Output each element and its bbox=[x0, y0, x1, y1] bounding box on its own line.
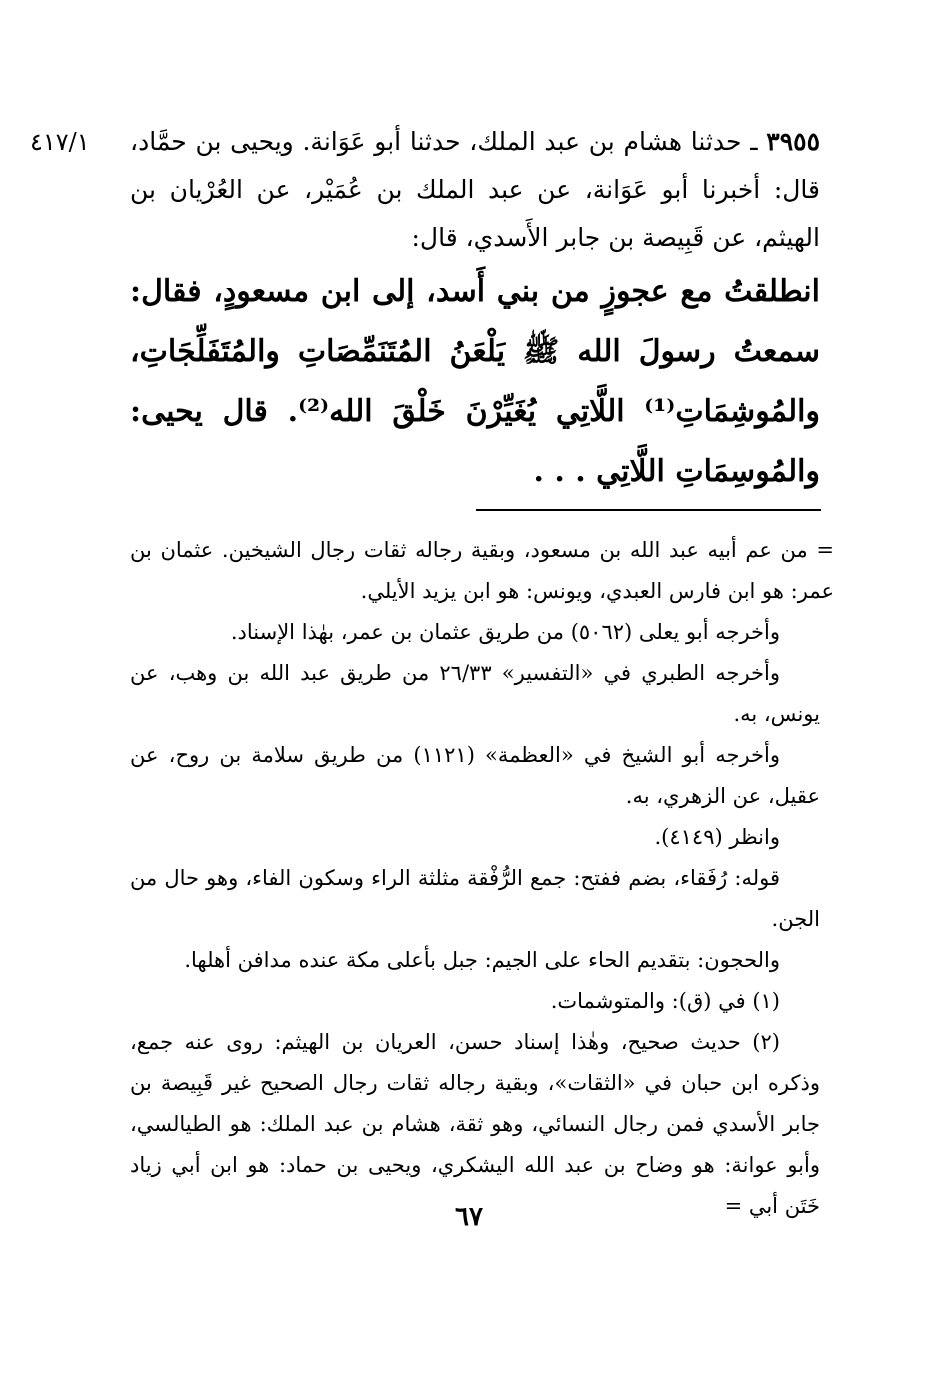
hadith-number: ٣٩٥٥ bbox=[766, 127, 820, 156]
footnote-paragraph: قوله: رُفَقاء، بضم ففتح: جمع الرُّفْقة مثلثة الراء وسكون الفاء، وهو حال من الجن. bbox=[130, 866, 820, 931]
hadith-isnad bbox=[130, 118, 820, 262]
footnote-2: (٢) حديث صحيح، وهٰذا إسناد حسن، العريان بن الهيثم: روى عنه جمع، وذكره ابن حبان في «الثقات»، وبقية رجاله ثقات رجال الصحيح غير قَبِيصة بن جابر الأسدي فمن رجال النسائي، وهو ثقة، هشام بن عبد الملك: هو الطيالسي، وأبو عوانة: هو وضاح بن عبد الله اليشكري، ويحيى بن حماد: هو ابن أبي زياد خَتَن أبي = bbox=[130, 1030, 820, 1218]
footnote-paragraph: وأخرجه الطبري في «التفسير» ٢٦/٣٣ من طريق عبد الله بن وهب، عن يونس، به. bbox=[130, 661, 820, 726]
footnote-paragraph: والحجون: بتقديم الحاء على الجيم: جبل بأعلى مكة عنده مدافن أهلها. bbox=[184, 948, 780, 972]
margin-reference: ٤١٧/١ bbox=[30, 128, 90, 156]
footnote-paragraph: = من عم أبيه عبد الله بن مسعود، وبقية رجاله ثقات رجال الشيخين. عثمان بن عمر: هو ابن فارس العبدي، ويونس: هو ابن يزيد الأيلي. bbox=[130, 538, 834, 603]
footnote-divider bbox=[476, 509, 821, 511]
isnad-text: ـ حدثنا هشام بن عبد الملك، حدثنا أبو عَوَانة. ويحيى بن حمَّاد، قال: أخبرنا أبو عَوَانة، عن عبد الملك بن عُمَيْر، عن العُرْيان بن الهيثم، عن قَبِيصة بن جابر الأَسدي، قال: bbox=[130, 127, 820, 252]
page-number: ٦٧ bbox=[455, 1202, 483, 1232]
footnotes bbox=[130, 530, 834, 1227]
footnote-paragraph: وانظر (٤١٤٩). bbox=[654, 825, 780, 849]
footnote-paragraph: وأخرجه أبو الشيخ في «العظمة» (١١٢١) من طريق سلامة بن روح، عن عقيل، عن الزهري، به. bbox=[130, 743, 820, 808]
footnote-paragraph: وأخرجه أبو يعلى (٥٠٦٢) من طريق عثمان بن عمر، بهٰذا الإسناد. bbox=[230, 620, 780, 644]
footnote-1: (١) في (ق): والمتوشمات. bbox=[550, 989, 780, 1013]
hadith-matn: انطلقتُ مع عجوزٍ من بني أَسد، إلى ابن مسعودٍ، فقال: سمعتُ رسولَ الله ﷺ يَلْعَنُ المُتَنَمِّصَاتِ والمُتَفَلِّجَاتِ، والمُوشِمَاتِ⁽¹⁾ اللَّاتِي يُغَيِّرْنَ خَلْقَ الله⁽²⁾. قال يحيى: والمُوسِمَاتِ اللَّاتِي . . . bbox=[130, 274, 820, 489]
